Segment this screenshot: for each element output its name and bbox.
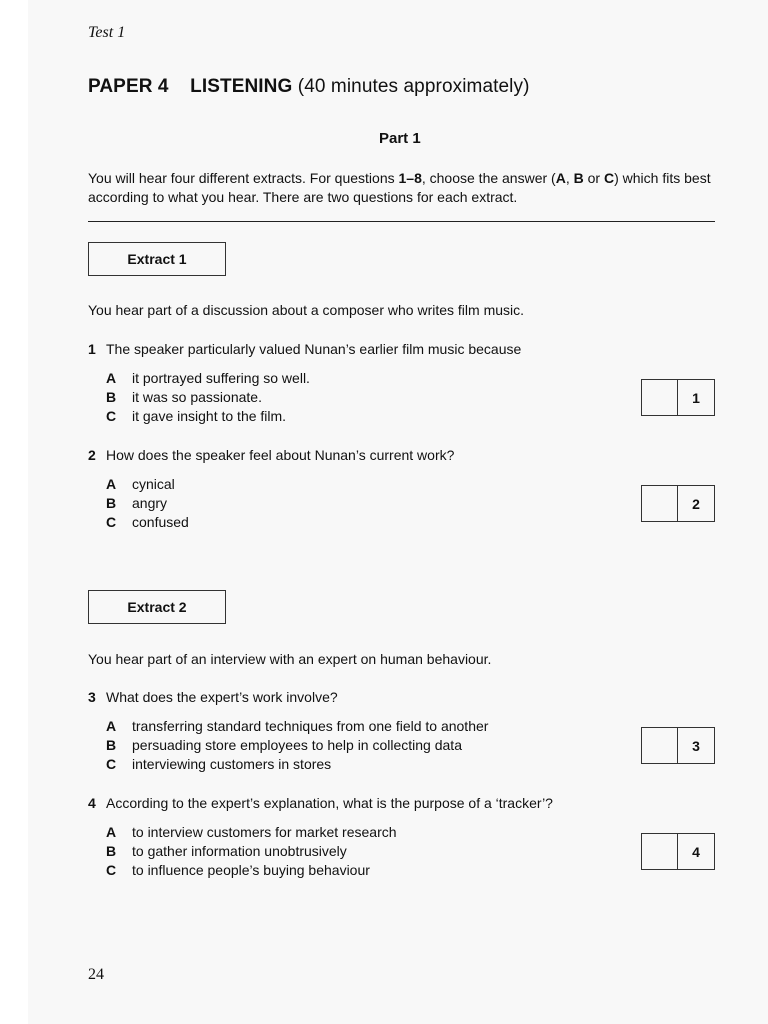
instructions-text: or <box>583 170 604 186</box>
option-text: cynical <box>132 476 175 492</box>
part-title: Part 1 <box>379 130 421 147</box>
option-3c <box>106 756 331 772</box>
question-2 <box>88 447 454 463</box>
option-2c <box>106 514 189 530</box>
running-title: Test 1 <box>88 24 126 41</box>
answer-box-blank[interactable] <box>642 728 678 763</box>
extract-1-context: You hear part of a discussion about a composer who writes film music. <box>88 302 525 318</box>
option-text: to gather information unobtrusively <box>132 843 347 859</box>
answer-box-2[interactable] <box>641 485 715 522</box>
option-letter: C <box>603 170 615 186</box>
option-text: it portrayed suffering so well. <box>132 370 310 386</box>
option-letter: B <box>106 389 117 405</box>
answer-box-number: 4 <box>692 843 700 860</box>
question-number: 3 <box>88 689 96 705</box>
paper-title <box>88 76 530 98</box>
extract-2-context: You hear part of an interview with an expert on human behaviour. <box>88 651 492 667</box>
option-letter: C <box>106 756 117 772</box>
page-number: 24 <box>88 966 104 983</box>
paper-section: LISTENING <box>190 76 293 97</box>
question-range: 1–8 <box>398 170 422 186</box>
option-3a <box>106 718 488 734</box>
question-4 <box>88 795 553 811</box>
option-2a <box>106 476 175 492</box>
answer-box-number: 3 <box>692 737 700 754</box>
answer-box-blank[interactable] <box>642 486 678 521</box>
answer-box-blank[interactable] <box>642 380 678 415</box>
option-text: angry <box>132 495 168 511</box>
option-1a <box>106 370 310 386</box>
extract-1-label: Extract 1 <box>88 242 226 276</box>
paper-label: PAPER 4 <box>88 76 169 97</box>
option-text: it was so passionate. <box>132 389 262 405</box>
answer-box-number: 1 <box>692 389 700 406</box>
question-number: 4 <box>88 795 96 811</box>
question-text: According to the expert’s explanation, what is the purpose of a ‘tracker’? <box>106 795 553 811</box>
option-letter: A <box>106 370 117 386</box>
option-letter: B <box>106 843 117 859</box>
option-text: confused <box>132 514 189 530</box>
option-text: to influence people’s buying behaviour <box>132 862 370 878</box>
question-3 <box>88 689 338 705</box>
option-letter: B <box>106 495 117 511</box>
answer-box-1[interactable] <box>641 379 715 416</box>
option-4b <box>106 843 347 859</box>
option-2b <box>106 495 167 511</box>
option-1b <box>106 389 262 405</box>
option-letter: C <box>106 408 117 424</box>
question-text: How does the speaker feel about Nunan’s current work? <box>106 447 455 463</box>
option-letter: A <box>106 476 117 492</box>
option-text: interviewing customers in stores <box>132 756 332 772</box>
question-number: 1 <box>88 341 96 357</box>
option-text: transferring standard techniques from one field to another <box>132 718 489 734</box>
option-4a <box>106 824 397 840</box>
answer-box-blank[interactable] <box>642 834 678 869</box>
question-text: The speaker particularly valued Nunan’s earlier film music because <box>106 341 522 357</box>
paper-duration: (40 minutes approximately) <box>297 76 530 97</box>
question-text: What does the expert’s work involve? <box>106 689 338 705</box>
option-letter: A <box>106 824 117 840</box>
answer-box-3[interactable] <box>641 727 715 764</box>
question-1 <box>88 341 521 357</box>
extract-2-label: Extract 2 <box>88 590 226 624</box>
option-letter: B <box>573 170 584 186</box>
option-1c <box>106 408 286 424</box>
option-text: persuading store employees to help in collecting data <box>132 737 462 753</box>
option-text: to interview customers for market research <box>132 824 397 840</box>
option-letter: C <box>106 514 117 530</box>
option-text: it gave insight to the film. <box>132 408 287 424</box>
answer-box-4[interactable] <box>641 833 715 870</box>
option-3b <box>106 737 462 753</box>
option-letter: B <box>106 737 117 753</box>
instructions-text: , choose the answer ( <box>421 170 556 186</box>
option-4c <box>106 862 370 878</box>
instructions-text: ) which fits best according to what you hear. There are two questions for each extract. <box>88 170 711 205</box>
instructions-text: You will hear four different extracts. For questions <box>88 170 399 186</box>
question-number: 2 <box>88 447 96 463</box>
option-letter: C <box>106 862 117 878</box>
divider <box>88 221 715 222</box>
option-letter: A <box>106 718 117 734</box>
answer-box-number: 2 <box>692 495 700 512</box>
instructions-text: , <box>565 170 574 186</box>
instructions <box>88 169 718 207</box>
option-letter: A <box>555 170 566 186</box>
